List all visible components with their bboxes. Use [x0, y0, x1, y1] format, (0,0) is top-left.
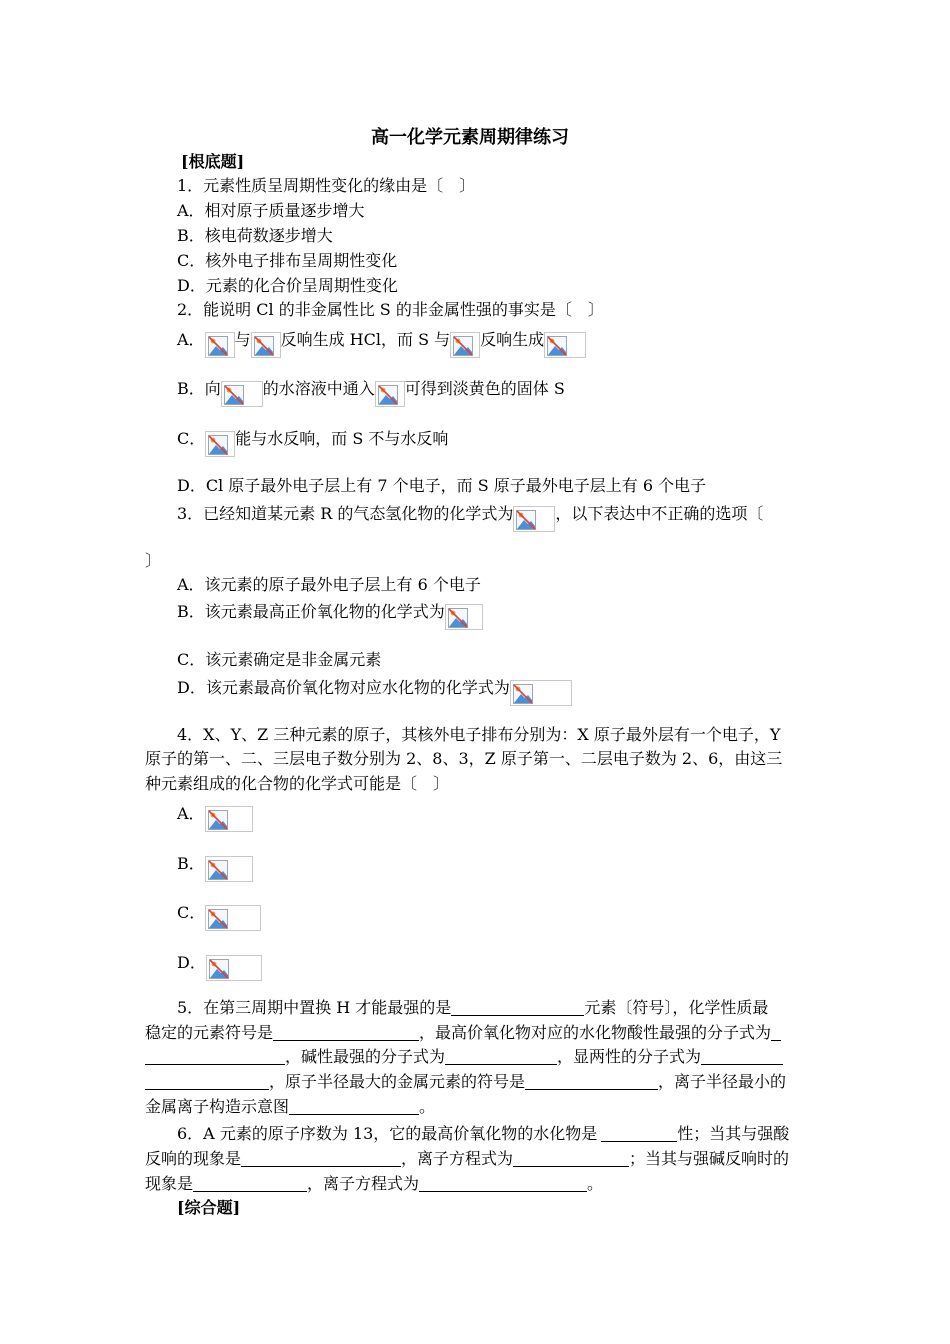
q3-option-d	[177, 676, 572, 700]
answer-blank[interactable]	[145, 1047, 285, 1065]
answer-blank[interactable]	[419, 1174, 587, 1192]
q5-text: ，碱性最强的分子式为	[285, 1047, 446, 1066]
q4-line2: 原子的第一、二、三层电子数分别为 2、8、3，Z 原子第一、二层电子数为 2、6，由这三	[145, 749, 783, 768]
q1-stem: 1．元素性质呈周期性变化的缘由是〔 〕	[177, 176, 476, 195]
q6-text: ，离子方程式为	[307, 1174, 420, 1193]
broken-image-icon	[513, 506, 555, 532]
q6-text: ；当其与强碱反响时的	[629, 1149, 790, 1168]
answer-blank[interactable]	[145, 1072, 269, 1090]
answer-blank[interactable]	[601, 1124, 677, 1142]
broken-image-icon	[375, 381, 405, 407]
q4-option-d	[177, 951, 262, 975]
answer-blank[interactable]	[289, 1097, 419, 1115]
q6-text: 性；当其与强酸	[677, 1124, 790, 1143]
q5-text: 金属离子构造示意图	[145, 1097, 290, 1116]
q4-option-a	[177, 802, 253, 826]
q2-b-text: 的水溶液中通入	[262, 379, 375, 398]
answer-blank[interactable]	[241, 1149, 401, 1167]
q1-option-a: A．相对原子质量逐步增大	[177, 201, 365, 220]
q2-c-label: C．	[177, 429, 206, 448]
q3-stem	[177, 502, 763, 526]
q3-option-a: A．该元素的原子最外电子层上有 6 个电子	[177, 575, 481, 594]
q2-option-d: D．Cl 原子最外电子层上有 7 个电子，而 S 原子最外电子层上有 6 个电子	[177, 476, 707, 495]
q5-text: 5．在第三周期中置换 H 才能最强的是	[177, 998, 452, 1017]
q1-option-b: B．核电荷数逐步增大	[177, 226, 333, 245]
q1-option-c: C．核外电子排布呈周期性变化	[177, 251, 398, 270]
q3-stem-end: 〕	[145, 551, 162, 570]
q5-text: ，原子半径最大的金属元素的符号是	[269, 1072, 526, 1091]
q3-stem-text: 3．已经知道某元素 R 的气态氢化物的化学式为	[177, 504, 514, 523]
q5-line3	[145, 1045, 783, 1069]
q6-line3	[145, 1172, 603, 1196]
broken-image-icon	[510, 680, 572, 706]
q3-stem-text2: ，以下表达中不正确的选项〔	[555, 504, 764, 523]
q3-d-text: D．该元素最高价氧化物对应水化物的化学式为	[177, 678, 510, 697]
broken-image-icon	[206, 955, 262, 981]
q6-text: 现象是	[145, 1174, 194, 1193]
q6-text: 6．A 元素的原子序数为 13，它的最高价氧化物的水化物是	[177, 1124, 598, 1143]
answer-blank[interactable]	[701, 1047, 783, 1065]
q1-option-d: D．元素的化合价呈周期性变化	[177, 276, 398, 295]
broken-image-icon	[205, 431, 235, 457]
broken-image-icon	[450, 332, 480, 358]
q6-text: 。	[587, 1174, 604, 1193]
q4-c-label: C．	[177, 903, 206, 922]
q5-line4	[145, 1070, 786, 1094]
q6-line1	[177, 1122, 789, 1146]
q5-line1	[177, 996, 768, 1020]
q2-option-a	[177, 328, 586, 352]
page-title: 高一化学元素周期律练习	[371, 127, 569, 148]
q5-text: ，最高价氧化物对应的水化物酸性最强的分子式为	[419, 1023, 772, 1042]
q4-option-b	[177, 852, 253, 876]
q3-option-c: C．该元素确定是非金属元素	[177, 650, 382, 669]
answer-blank[interactable]	[771, 1023, 781, 1041]
q2-option-b	[177, 377, 565, 401]
q4-line1: 4．X、Y、Z 三种元素的原子，其核外电子排布分别为：X 原子最外层有一个电子，Y	[177, 725, 781, 744]
q2-stem: 2．能说明 Cl 的非金属性比 S 的非金属性强的事实是〔 〕	[177, 300, 604, 319]
q2-a-label: A．	[177, 330, 205, 349]
broken-image-icon	[544, 332, 586, 358]
answer-blank[interactable]	[451, 998, 584, 1016]
broken-image-icon	[205, 905, 261, 931]
q6-line2	[145, 1147, 789, 1171]
q6-text: ，离子方程式为	[401, 1149, 514, 1168]
broken-image-icon	[205, 332, 235, 358]
section-heading-comprehensive: [综合题]	[177, 1198, 241, 1217]
q2-a-text2: 反响生成 HCl，而 S 与	[280, 330, 451, 349]
answer-blank[interactable]	[193, 1174, 307, 1192]
q2-b-label: B．向	[177, 379, 221, 398]
q6-text: 反响的现象是	[145, 1149, 242, 1168]
q2-a-text: 与	[234, 330, 251, 349]
q5-text: ，显两性的分子式为	[557, 1047, 702, 1066]
answer-blank[interactable]	[525, 1072, 658, 1090]
broken-image-icon	[205, 856, 253, 882]
answer-blank[interactable]	[273, 1023, 419, 1041]
q2-c-text: 能与水反响，而 S 不与水反响	[235, 429, 449, 448]
q5-text: ，离子半径最小的	[658, 1072, 787, 1091]
broken-image-icon	[221, 381, 263, 407]
broken-image-icon	[205, 806, 253, 832]
q5-text: 元素〔符号〕，化学性质最	[584, 998, 769, 1017]
section-heading-basic: [根底题]	[181, 152, 245, 171]
q5-line5	[145, 1095, 435, 1119]
q5-text: 稳定的元素符号是	[145, 1023, 274, 1042]
q2-option-c	[177, 427, 448, 451]
q4-line3: 种元素组成的化合物的化学式可能是〔 〕	[145, 774, 450, 793]
q2-a-text3: 反响生成	[480, 330, 545, 349]
q4-d-label: D．	[177, 953, 206, 972]
q3-b-text: B．该元素最高正价氧化物的化学式为	[177, 602, 445, 621]
broken-image-icon	[445, 604, 483, 630]
q5-text: 。	[419, 1097, 436, 1116]
q4-option-c	[177, 901, 261, 925]
answer-blank[interactable]	[513, 1149, 629, 1167]
q2-b-text2: 可得到淡黄色的固体 S	[404, 379, 565, 398]
q5-line2	[145, 1021, 781, 1045]
broken-image-icon	[251, 332, 281, 358]
q3-option-b	[177, 600, 483, 624]
answer-blank[interactable]	[445, 1047, 557, 1065]
q4-b-label: B．	[177, 854, 205, 873]
q4-a-label: A．	[177, 804, 205, 823]
